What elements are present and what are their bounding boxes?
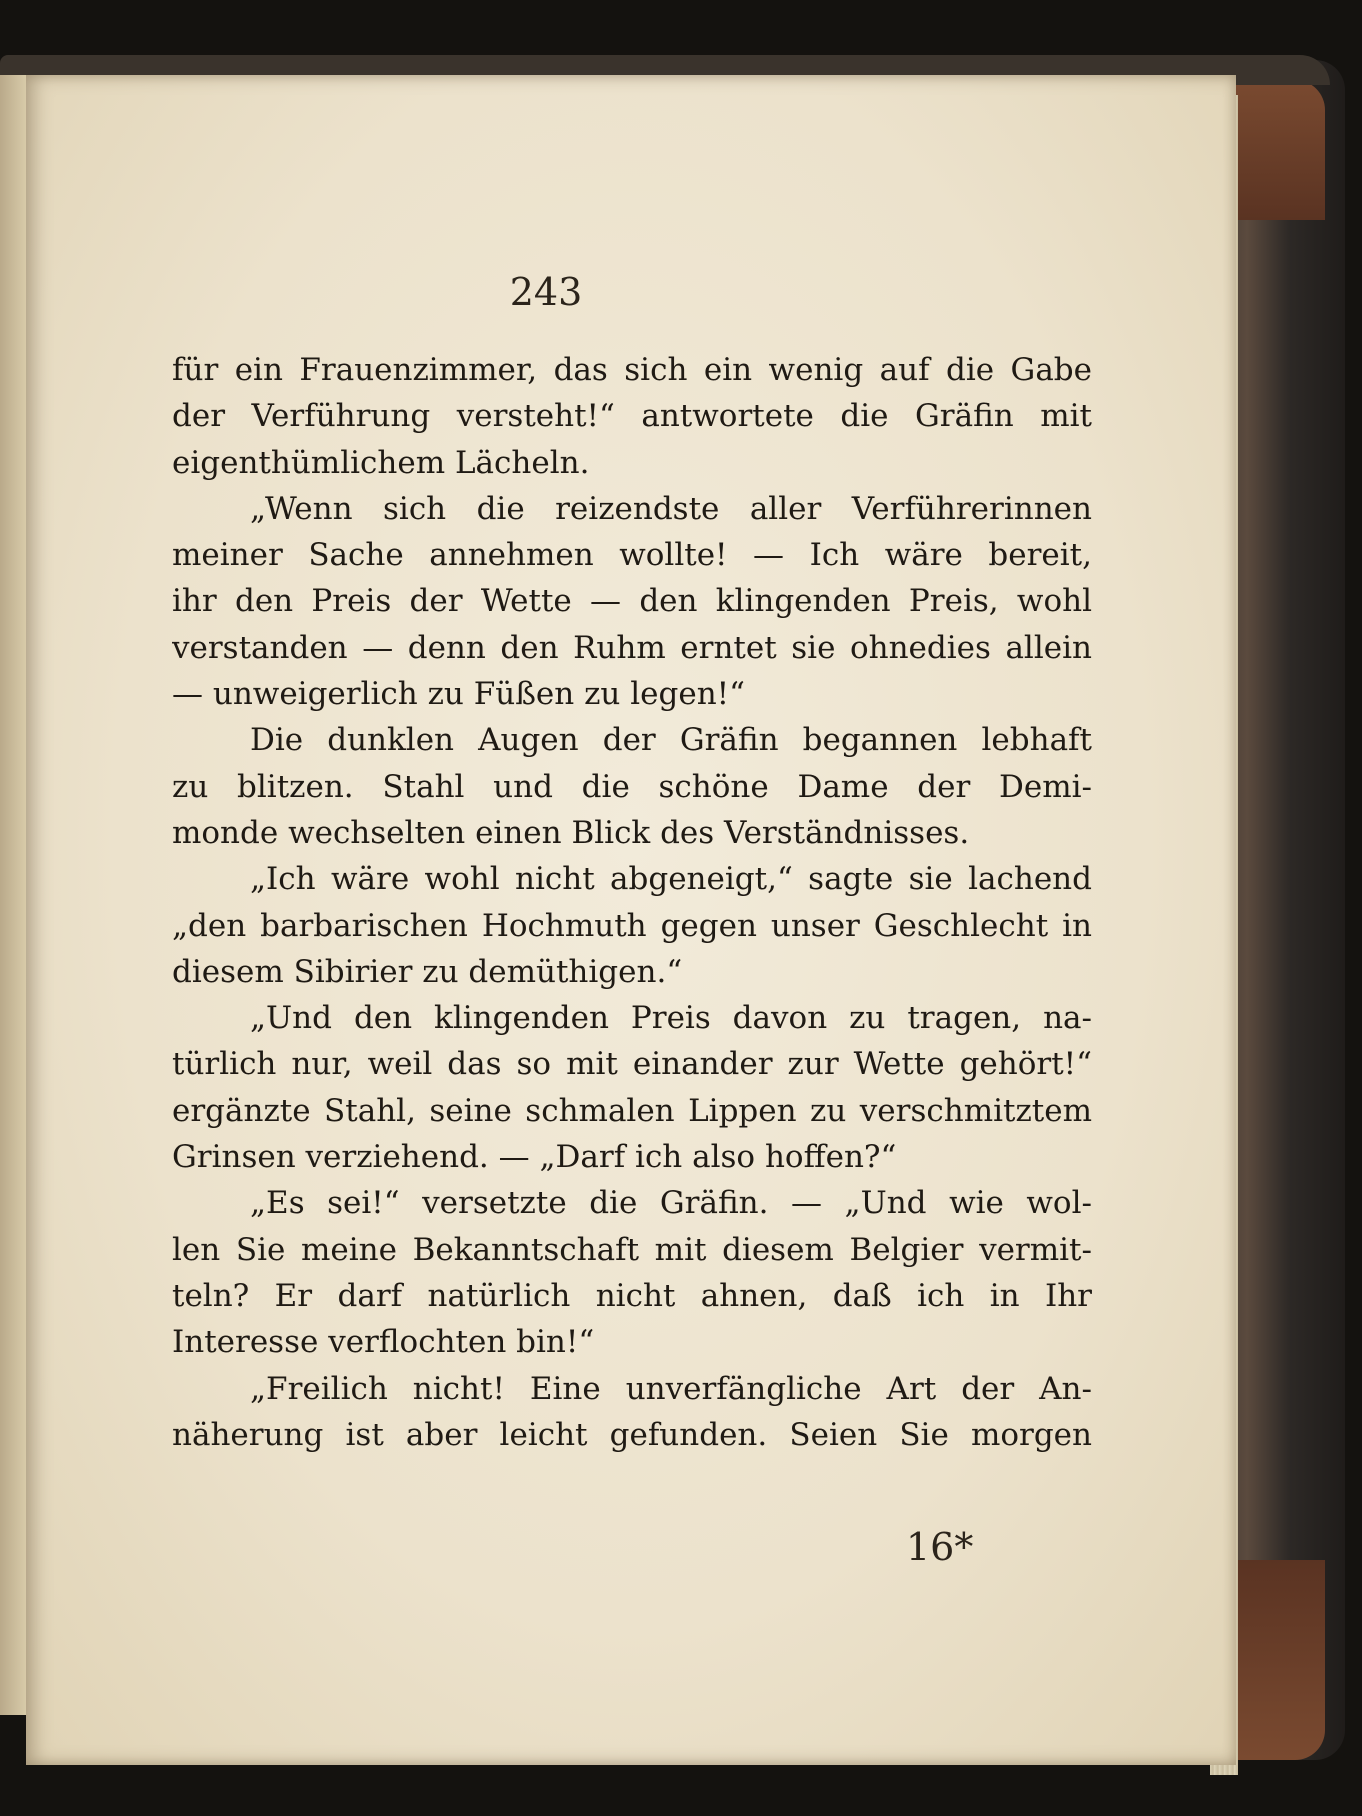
text-line: „Ich wäre wohl nicht abgeneigt,“ sagte sie lachend — [250, 861, 1092, 898]
text-line: „Wenn sich die reizendste aller Verführerinnen — [250, 490, 1092, 527]
text-line: Grinsen verziehend. — „Darf ich also hoffen?“ — [172, 1139, 897, 1176]
page-number: 243 — [509, 270, 583, 314]
text-line: monde wechselten einen Blick des Verständnisses. — [172, 814, 970, 851]
leather-corner-bottom — [1230, 1560, 1325, 1760]
text-line: näherung ist aber leicht gefunden. Seien Sie morgen — [172, 1416, 1092, 1453]
text-line: diesem Sibirier zu demüthigen.“ — [172, 953, 683, 990]
text-line: meiner Sache annehmen wollte! — Ich wäre bereit, — [172, 537, 1092, 574]
text-line: türlich nur, weil das so mit einander zur Wette gehört!“ — [172, 1046, 1092, 1083]
text-line: zu blitzen. Stahl und die schöne Dame der Demi- — [172, 768, 1092, 805]
text-line: verstanden — denn den Ruhm erntet sie ohnedies allein — [172, 629, 1092, 666]
text-line: Interesse verflochten bin!“ — [172, 1324, 595, 1361]
left-page-edge — [0, 75, 26, 1715]
text-line: „Und den klingenden Preis davon zu tragen, na- — [250, 1000, 1092, 1037]
text-line: Die dunklen Augen der Gräfin begannen lebhaft — [250, 722, 1092, 759]
page-text — [172, 347, 1092, 1458]
text-line: len Sie meine Bekanntschaft mit diesem Belgier vermit- — [172, 1231, 1092, 1268]
text-line: für ein Frauenzimmer, das sich ein wenig auf die Gabe — [172, 352, 1092, 388]
leather-corner-top — [1230, 80, 1325, 220]
text-line: „Freilich nicht! Eine unverfängliche Art der An- — [250, 1370, 1092, 1407]
text-line: teln? Er darf natürlich nicht ahnen, daß ich in Ihr — [172, 1277, 1092, 1314]
text-line: ihr den Preis der Wette — den klingenden Preis, wohl — [172, 583, 1092, 620]
text-line: ergänzte Stahl, seine schmalen Lippen zu verschmitztem — [172, 1092, 1092, 1129]
text-line: — unweigerlich zu Füßen zu legen!“ — [172, 676, 745, 713]
signature-mark: 16* — [906, 1525, 974, 1569]
text-line: „den barbarischen Hochmuth gegen unser Geschlecht in — [172, 907, 1092, 944]
text-line: „Es sei!“ versetzte die Gräfin. — „Und wie wol- — [250, 1185, 1092, 1222]
text-line: der Verführung versteht!“ antwortete die Gräfin mit — [172, 398, 1092, 435]
book-page — [26, 75, 1236, 1765]
text-line: eigenthümlichem Lächeln. — [172, 444, 590, 481]
